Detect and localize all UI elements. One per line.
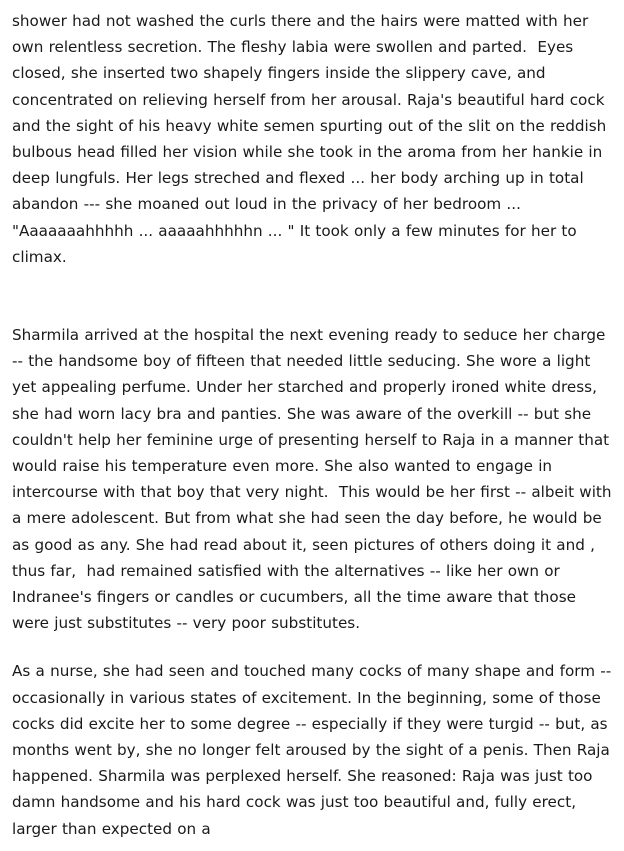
body-paragraph-2: Sharmila arrived at the hospital the next evening ready to seduce her charge -- the handsome boy of fifteen that needed little seducing. She wore a light yet appealing perfume. Under her starched and properly ironed white dress, she had worn lacy bra and panties. She was aware of the overkill -- but she couldn't help her feminine urge of presenting herself to Raja in a manner that would raise his temperature even more. She also wanted to engage in intercourse with that boy that very night. This would be her first -- albeit with a mere adolescent. But from what she had seen the day before, he would be as good as any. She had read about it, seen pictures of others doing it and , thus far, had remained satisfied with the alternatives -- like her own or Indranee's fingers or candles or cucumbers, all the time aware that those were just substitutes -- very poor substitutes.	[12, 326, 617, 633]
body-paragraph-3: As a nurse, she had seen and touched many cocks of many shape and form -- occasionally in various states of excitement. In the beginning, some of those cocks did excite her to some degree -- especially if they were turgid -- but, as months went by, she no longer felt aroused by the sight of a penis. Then Raja happened. Sharmila was perplexed herself. She reasoned: Raja was just too damn handsome and his hard cock was just too beautiful and, fully erect, larger than expected on a	[12, 662, 617, 838]
body-paragraph-1: shower had not washed the curls there and the hairs were matted with her own relentless secretion. The fleshy labia were swollen and parted. Eyes closed, she inserted two shapely fingers inside the slippery cave, and concentrated on relieving herself from her arousal. Raja's beautiful hard cock and the sight of his heavy white semen spurting out of the slit on the reddish bulbous head filled her vision while she took in the aroma from her hankie in deep lungfuls. Her legs streched and flexed ... her body arching up in total abandon --- she moaned out loud in the privacy of her bedroom ... "Aaaaaaahhhhh ... aaaaahhhhhn ... " It took only a few minutes for her to climax.	[12, 12, 615, 266]
paragraph-spacer-1	[12, 270, 612, 322]
paragraph-spacer-2	[12, 636, 612, 658]
